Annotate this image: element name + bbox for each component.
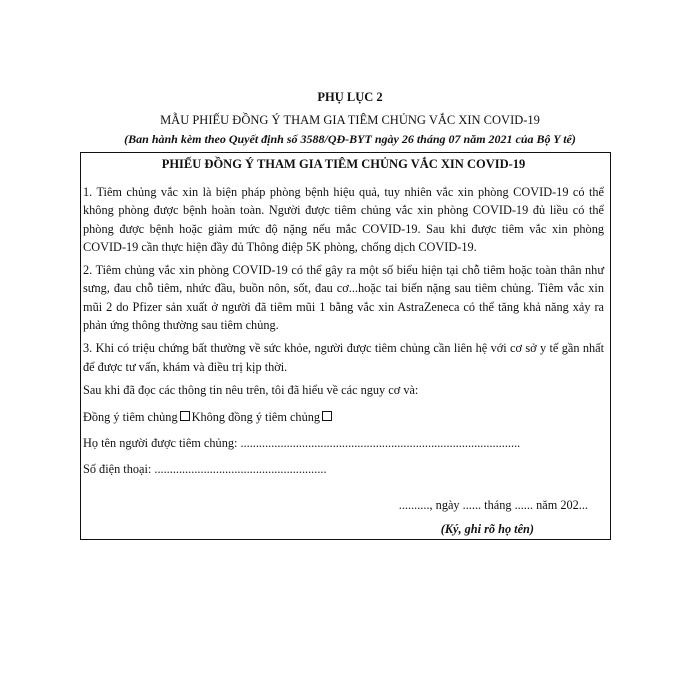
issued-by-note: (Ban hành kèm theo Quyết định số 3588/QĐ-BYT ngày 26 tháng 07 năm 2021 của Bộ Y tế)	[124, 132, 576, 146]
disagree-checkbox[interactable]	[322, 411, 332, 421]
consent-form-box	[80, 152, 611, 540]
signature-line: (Ký, ghi rõ họ tên)	[440, 521, 534, 536]
agree-label: Đồng ý tiêm chủng	[83, 409, 178, 424]
info-paragraph-1: 1. Tiêm chủng vắc xin là biện pháp phòng bệnh hiệu quả, tuy nhiên vắc xin phòng COVID-19 có thể không phòng được bệnh hoàn toàn. Người được tiêm chủng vắc xin phòng COVID-19 đủ liều có thể phòng được bệnh hoặc giảm mức độ nặng nếu mắc COVID-19. Sau khi được tiêm vắc xin phòng COVID-19 cần thực hiện đầy đủ Thông điệp 5K phòng, chống dịch COVID-19.	[83, 185, 604, 254]
disagree-label: Không đồng ý tiêm chủng	[191, 409, 321, 424]
consent-form-title: PHIẾU ĐỒNG Ý THAM GIA TIÊM CHỦNG VẮC XIN COVID-19	[161, 157, 526, 171]
consent-choice-row	[83, 408, 604, 426]
date-line: .........., ngày ...... tháng ...... năm 202...	[398, 497, 588, 512]
agree-checkbox[interactable]	[180, 411, 190, 421]
info-paragraph-2: 2. Tiêm chủng vắc xin phòng COVID-19 có thể gây ra một số biểu hiện tại chỗ tiêm hoặc toàn thân như sưng, đau chỗ tiêm, nhức đầu, buồn nôn, sốt, đau cơ...hoặc tai biến nặng sau tiêm chủng. Tiêm vắc xin mũi 2 do Pfizer sản xuất ở người đã tiêm mũi 1 bằng vắc xin AstraZeneca có thể tăng khả năng xảy ra phản ứng thông thường sau tiêm chủng.	[83, 263, 604, 333]
info-paragraph-3: 3. Khi có triệu chứng bất thường về sức khỏe, người được tiêm chủng cần liên hệ với cơ sở y tế gần nhất để được tư vấn, khám và điều trị kịp thời.	[83, 341, 604, 374]
acknowledgement-intro: Sau khi đã đọc các thông tin nêu trên, tôi đã hiểu về các nguy cơ và:	[83, 382, 419, 397]
form-template-title: MẪU PHIẾU ĐỒNG Ý THAM GIA TIÊM CHỦNG VẮC XIN COVID-19	[160, 113, 540, 127]
phone-field-row[interactable]: Số điện thoại: ........................................................	[83, 461, 327, 476]
name-field-row[interactable]: Họ tên người được tiêm chủng: ...........................................................................................	[83, 435, 521, 450]
appendix-heading: PHỤ LỤC 2	[317, 90, 383, 104]
